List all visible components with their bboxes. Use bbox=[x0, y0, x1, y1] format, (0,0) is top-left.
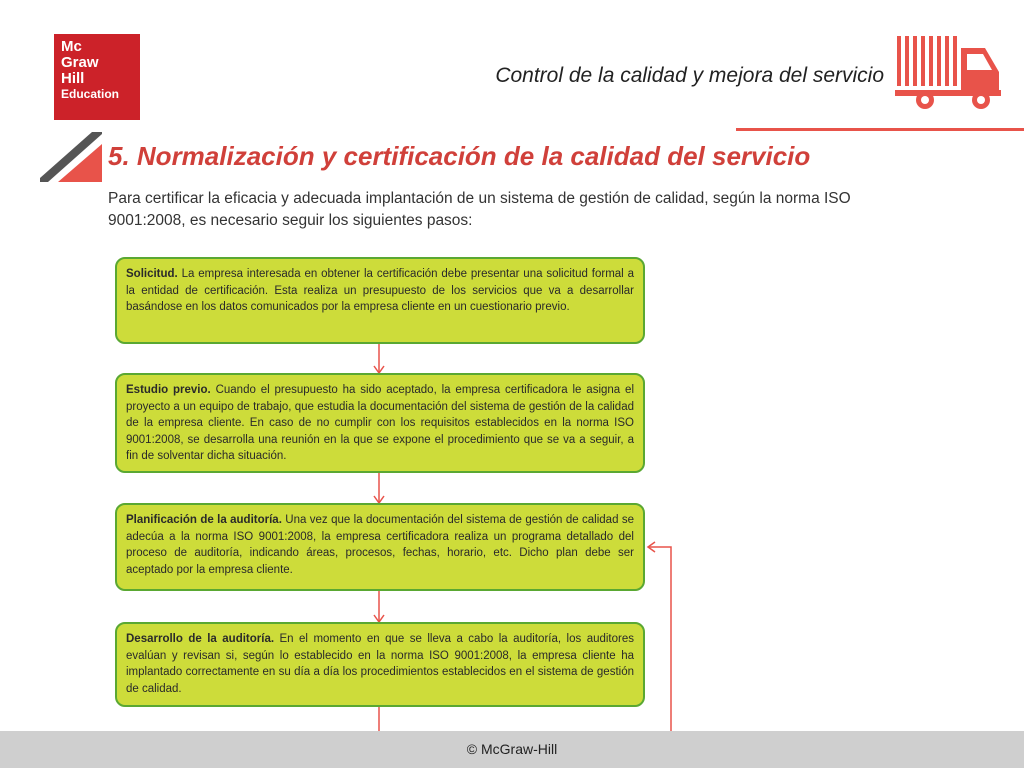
step-solicitud bbox=[115, 257, 645, 344]
step-label: Desarrollo de la auditoría. bbox=[126, 633, 280, 645]
step-desarrollo-auditoria bbox=[115, 622, 645, 707]
step-text: Cuando el presupuesto ha sido aceptado, la empresa certificadora le asigna el proyecto a un equipo de trabajo, que estudia la documentación del sistema de gestión de la calidad de la empresa cliente. En caso de no cumplir con los requisitos establecidos en la norma ISO 9001:2008, se desarrolla una reunión en la que se expone el procedimiento que se va a seguir, a fin de solventar dicha situación. bbox=[126, 384, 634, 462]
step-text: Una vez que la documentación del sistema de gestión de calidad se adecúa a la norma ISO 9001:2008, la empresa certificadora realiza un programa detallado del proceso de auditoría, indicando áreas, procesos, fechas, horario, etc. Dicho plan debe ser aceptado por la empresa cliente. bbox=[126, 514, 635, 576]
footer-bar bbox=[0, 731, 1024, 768]
step-estudio-previo bbox=[115, 373, 645, 473]
step-text: En el momento en que se lleva a cabo la auditoría, los auditores evalúan y revisan si, según lo establecido en la norma ISO 9001:2008, la empresa cliente ha implantado correctamente en su día a día los procedimientos establecidos en el sistema de gestión de calidad. bbox=[126, 633, 634, 695]
copyright-text: © McGraw-Hill bbox=[466, 741, 558, 757]
logo-line: Hill bbox=[61, 70, 85, 87]
step-label: Planificación de la auditoría. bbox=[126, 514, 286, 526]
logo-line: Education bbox=[61, 87, 120, 101]
logo-line: Mc bbox=[61, 38, 82, 55]
step-planificacion-auditoria bbox=[115, 503, 645, 591]
step-text: La empresa interesada en obtener la certificación debe presentar una solicitud formal a la entidad de certificación. Esta realiza un presupuesto de los servicios que va a desarrollar basándose en los datos comunicados por la empresa cliente en un cuestionario previo. bbox=[126, 268, 634, 313]
intro-paragraph: Para certificar la eficacia y adecuada implantación de un sistema de gestión de calidad, según la norma ISO 9001:2008, es necesario seguir los siguientes pasos: bbox=[108, 190, 851, 229]
step-label: Solicitud. bbox=[126, 268, 182, 280]
loop-back-line bbox=[648, 547, 671, 731]
step-label: Estudio previo. bbox=[126, 384, 216, 396]
section-title: 5. Normalización y certificación de la calidad del servicio bbox=[108, 141, 811, 171]
header-title: Control de la calidad y mejora del servicio bbox=[495, 64, 884, 87]
logo-line: Graw bbox=[61, 54, 99, 71]
